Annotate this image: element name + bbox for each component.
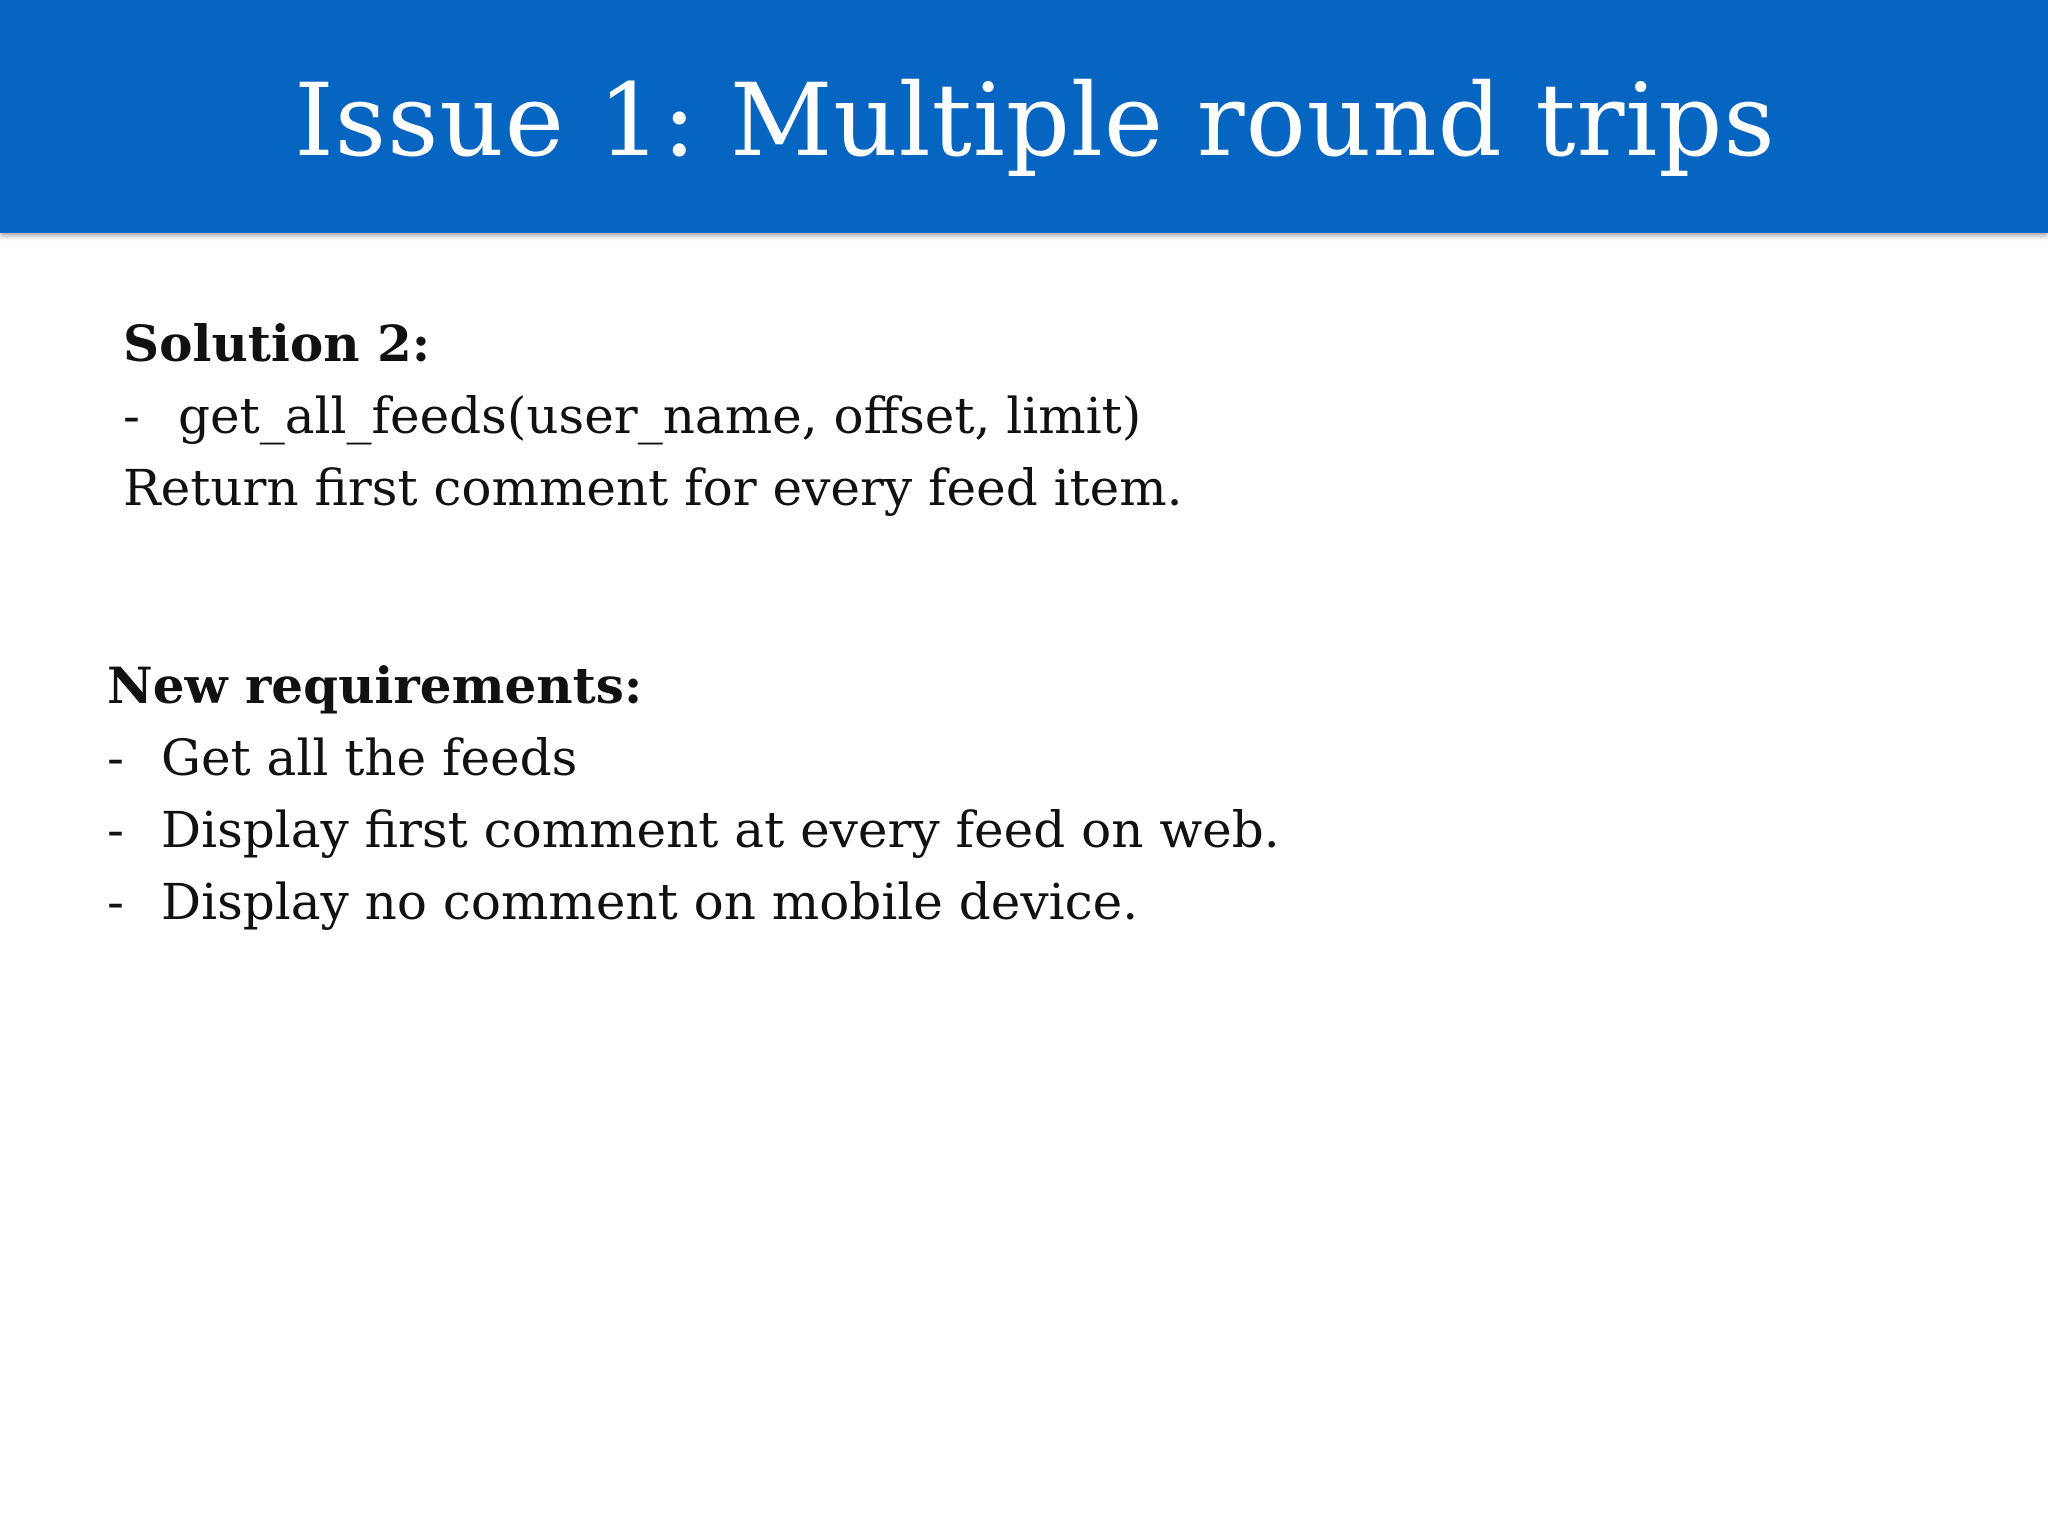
bullet-marker: - — [123, 387, 140, 445]
bullet-marker: - — [107, 729, 124, 787]
requirement-item — [107, 794, 1280, 866]
bullet-marker: - — [107, 801, 124, 859]
requirement-item-text: Display first comment at every feed on web. — [161, 801, 1280, 859]
requirements-section — [107, 650, 1280, 938]
requirement-item-text: Get all the feeds — [161, 729, 578, 787]
title-bar — [0, 0, 2048, 233]
requirement-item — [107, 722, 1280, 794]
solution-item-text: get_all_feeds(user_name, offset, limit) — [178, 387, 1142, 445]
slide-title: Issue 1: Multiple round trips — [294, 62, 1776, 179]
requirements-heading: New requirements: — [107, 656, 643, 715]
solution-item — [123, 380, 1183, 452]
requirement-item-text: Display no comment on mobile device. — [161, 873, 1139, 931]
solution-heading: Solution 2: — [123, 314, 431, 373]
solution-note: Return first comment for every feed item. — [123, 459, 1183, 517]
bullet-marker: - — [107, 873, 124, 931]
solution-section — [123, 308, 1183, 524]
requirement-item — [107, 866, 1280, 938]
